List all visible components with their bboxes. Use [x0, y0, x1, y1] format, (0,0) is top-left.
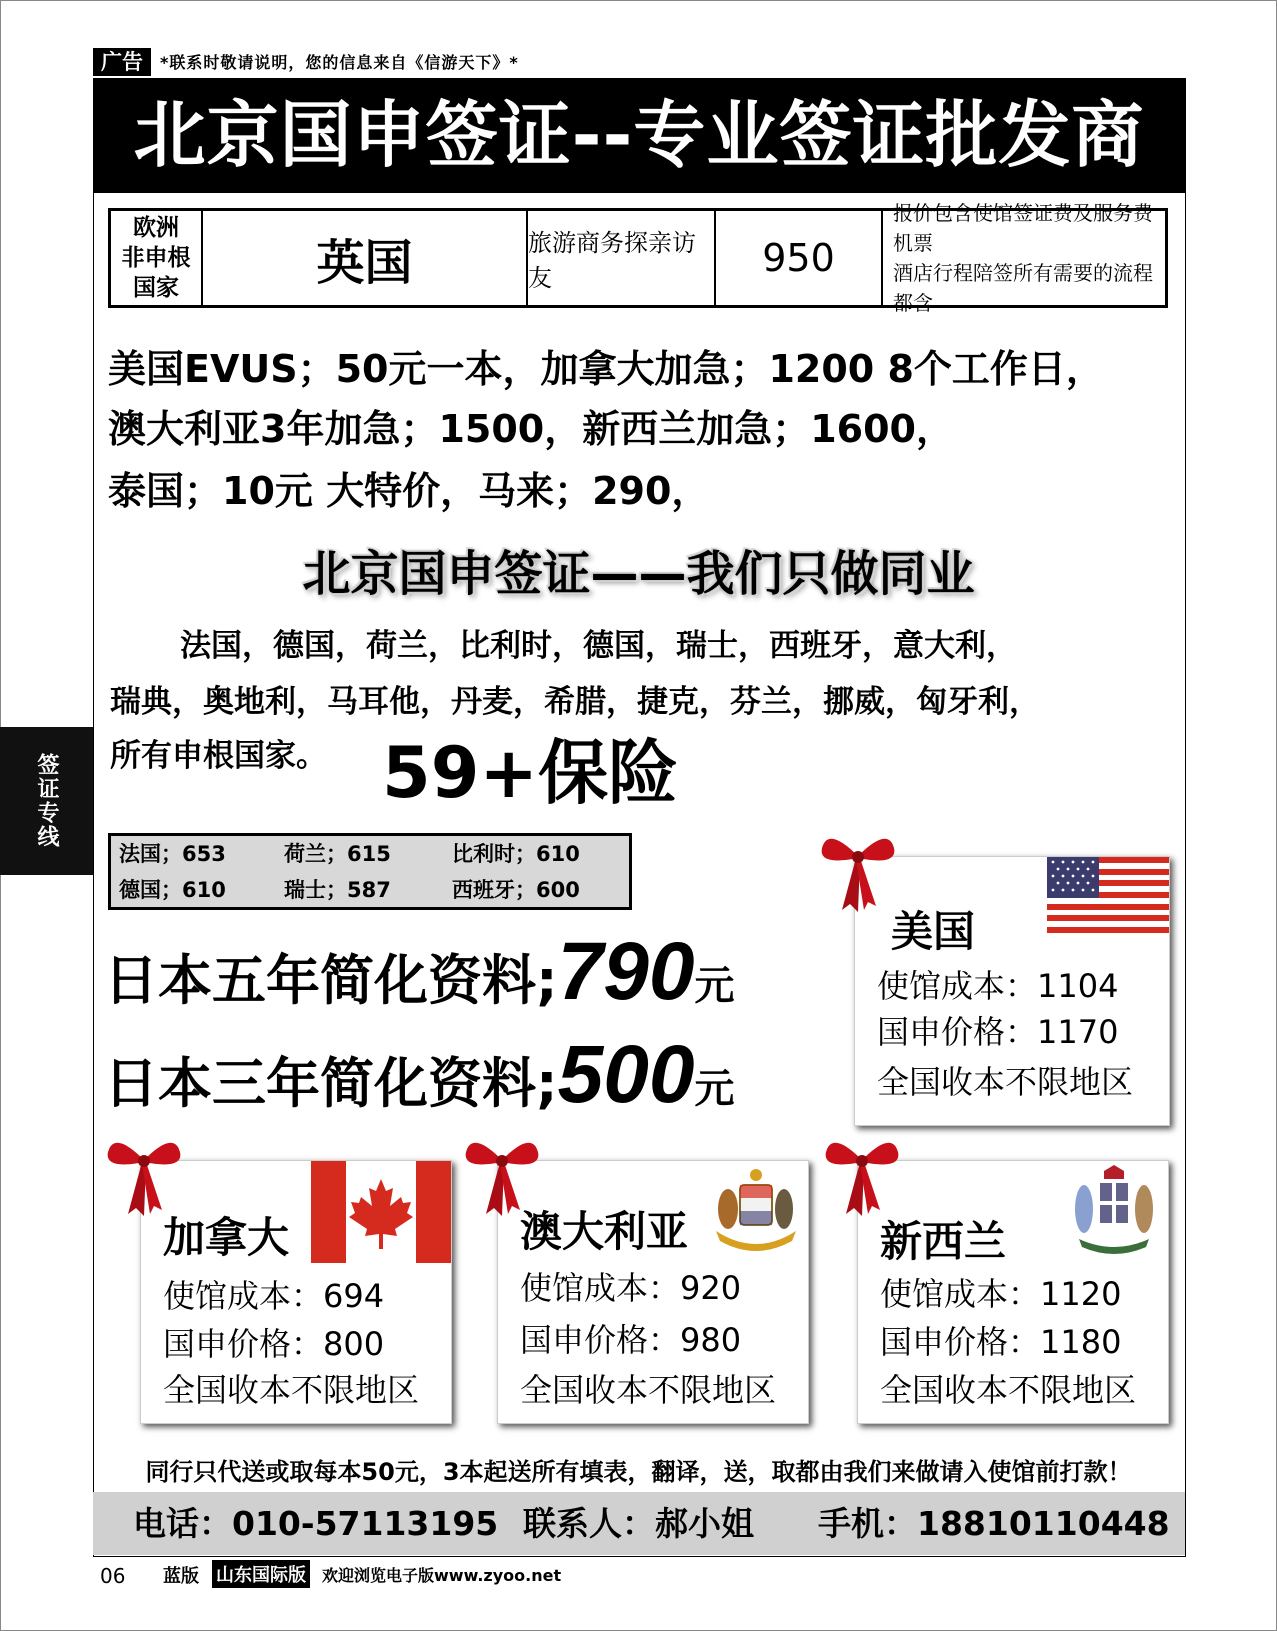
schengen-price-box [108, 833, 632, 910]
region-cell [111, 211, 203, 305]
card-title: 澳大利亚 [520, 1207, 689, 1256]
japan-price: 500 [557, 1029, 695, 1120]
price-item: 西班牙；600 [452, 878, 580, 902]
service-note: 同行只代送或取每本50元，3本起送所有填表，翻译，送，取都由我们来做请入使馆前打款！ [145, 1458, 1132, 1486]
price-line: 美国EVUS；50元一本，加拿大加急；1200 8个工作日， [108, 347, 1104, 391]
canada-card [140, 1160, 452, 1424]
promo-price: 59+保险 [382, 732, 679, 814]
embassy-cost: 使馆成本：920 [520, 1269, 742, 1307]
visa-type-cell: 旅游商务探亲访友 [528, 211, 716, 305]
price-item: 荷兰；615 [284, 842, 391, 866]
newzealand-coat-of-arms-icon [1064, 1161, 1164, 1263]
uk-offer-table [108, 201, 1168, 315]
canada-flag-icon [311, 1161, 451, 1263]
region-line: 非申根 [121, 245, 191, 271]
card-title: 新西兰 [880, 1217, 1007, 1266]
price-item: 比利时；610 [452, 842, 580, 866]
embassy-cost: 使馆成本：1120 [880, 1275, 1122, 1313]
japan-unit: 元 [694, 1066, 735, 1112]
price-item: 法国；653 [119, 842, 226, 866]
contact-mobile: 手机：18810110448 [818, 1504, 1170, 1543]
japan-unit: 元 [694, 963, 735, 1009]
coverage-note: 全国收本不限地区 [520, 1371, 777, 1409]
coverage-note: 全国收本不限地区 [163, 1371, 420, 1409]
japan-label: 日本五年简化资料; [104, 949, 558, 1012]
banner-title: 北京国申签证--专业签证批发商 [93, 78, 1185, 193]
australia-coat-of-arms-icon [706, 1161, 806, 1261]
embassy-cost: 使馆成本：1104 [877, 967, 1119, 1005]
note-cell [883, 201, 1165, 315]
schengen-line: 法国，德国，荷兰，比利时，德国，瑞士，西班牙，意大利， [180, 628, 1017, 664]
side-tab: 签证专线 [0, 727, 93, 875]
region-line: 欧洲 [133, 215, 179, 241]
contact-bar [93, 1492, 1185, 1555]
price-line: 泰国；10元 大特价，马来；290， [108, 469, 710, 513]
coverage-note: 全国收本不限地区 [880, 1371, 1137, 1409]
our-price: 国申价格：980 [520, 1321, 742, 1359]
page-number: 06 [100, 1564, 126, 1588]
region-line: 国家 [133, 275, 179, 301]
japan-label: 日本三年简化资料; [104, 1052, 558, 1115]
our-price: 国申价格：800 [163, 1325, 385, 1363]
japan-price: 790 [557, 926, 695, 1017]
japan-five-year [104, 925, 734, 1019]
ad-label: 广告 [93, 48, 151, 76]
price-item: 德国；610 [119, 878, 226, 902]
region-tag: 山东国际版 [212, 1560, 310, 1588]
our-price: 国申价格：1170 [877, 1013, 1119, 1051]
schengen-line: 所有申根国家。 [110, 738, 327, 774]
schengen-line: 瑞典，奥地利，马耳他，丹麦，希腊，捷克，芬兰，挪威，匈牙利， [110, 684, 1040, 720]
card-title: 美国 [891, 907, 976, 956]
card-title: 加拿大 [163, 1213, 290, 1262]
slogan: 北京国申签证——我们只做同业 [302, 546, 975, 602]
site-url: 欢迎浏览电子版www.zyoo.net [322, 1566, 562, 1585]
red-bow-icon [818, 826, 898, 916]
ad-note: *联系时敬请说明，您的信息来自《信游天下》* [160, 53, 519, 72]
red-bow-icon [822, 1130, 902, 1220]
country-cell: 英国 [203, 211, 528, 305]
note-line: 报价包含使馆签证费及服务费机票 [893, 201, 1153, 255]
japan-three-year [104, 1028, 734, 1122]
embassy-cost: 使馆成本：694 [163, 1277, 385, 1315]
usa-card [854, 856, 1170, 1126]
newzealand-card [857, 1160, 1169, 1424]
contact-phone: 电话：010-57113195 [133, 1504, 499, 1543]
note-line: 酒店行程陪签所有需要的流程都含 [893, 261, 1153, 315]
edition-tag: 蓝版 [163, 1566, 199, 1587]
our-price: 国申价格：1180 [880, 1323, 1122, 1361]
australia-card [497, 1160, 809, 1424]
usa-flag-icon [1047, 857, 1169, 933]
price-cell: 950 [716, 211, 883, 305]
price-line: 澳大利亚3年加急；1500，新西兰加急；1600， [108, 407, 954, 451]
red-bow-icon [104, 1130, 184, 1220]
coverage-note: 全国收本不限地区 [877, 1063, 1134, 1101]
price-item: 瑞士；587 [284, 878, 391, 902]
contact-person: 联系人：郝小姐 [523, 1504, 754, 1543]
red-bow-icon [462, 1130, 542, 1220]
